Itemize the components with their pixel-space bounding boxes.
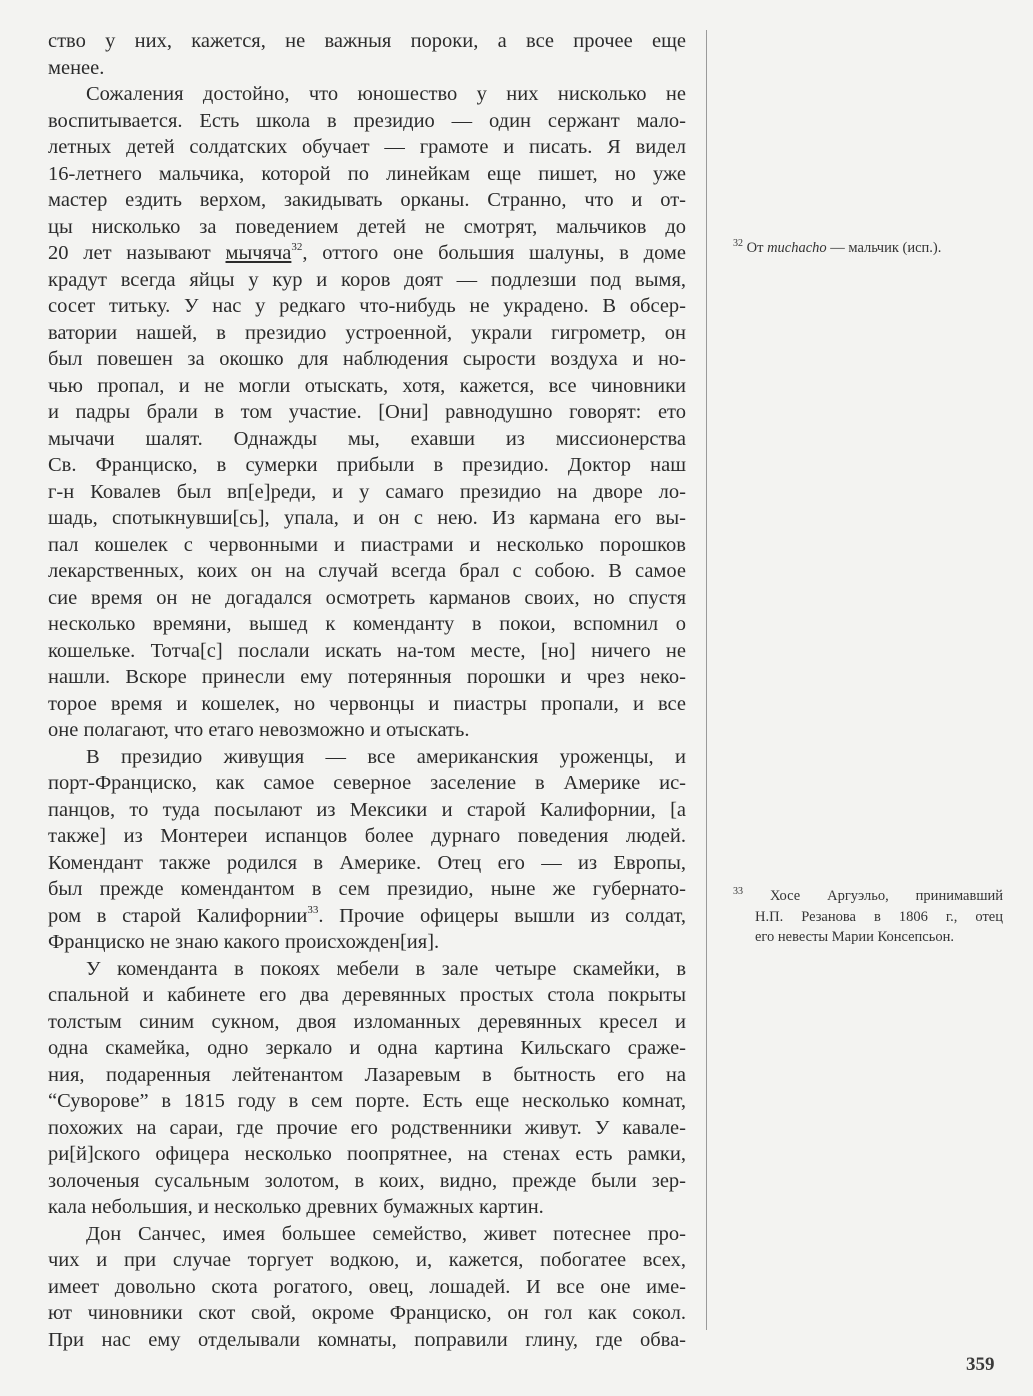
text-segment: был повешен за окошко для наблюдения сырости воздуха и но- — [48, 348, 686, 370]
text-segment: кала небольшия, и несколько древних бумажных картин. — [48, 1196, 544, 1218]
text-line — [48, 1062, 686, 1089]
text-segment: также] из Монтереи испанцов более дурнаго поведения людей. — [48, 825, 686, 847]
text-segment: Св. Франциско, в сумерки прибыли в президио. Доктор наш — [48, 454, 686, 476]
main-text-column — [48, 28, 686, 1353]
text-segment: мычачи шалят. Однажды мы, ехавши из миссионерства — [48, 427, 686, 450]
text-segment: При нас ему отделывали комнаты, поправили глину, где обва- — [48, 1328, 686, 1351]
text-line — [48, 611, 686, 638]
text-segment: В президио живущия — все американския уроженцы, и — [86, 745, 686, 768]
footnote-text: От — [746, 240, 768, 256]
text-segment: похожих на сараи, где прочие его родственники живут. У кавале- — [48, 1116, 686, 1139]
text-line — [48, 293, 686, 320]
footnote-line — [733, 238, 1003, 259]
text-line — [48, 744, 686, 771]
text-line — [48, 903, 686, 930]
text-segment: порт-Франциско, как самое северное заселение в Америке ис- — [48, 772, 686, 794]
text-line — [48, 1141, 686, 1168]
text-segment: сосет титьку. У нас у редкаго что-нибудь не украдено. В обсер- — [48, 295, 686, 317]
text-line — [48, 664, 686, 691]
text-segment: “Суворове” в 1815 году в сем порте. Есть еще несколько комнат, — [48, 1090, 686, 1112]
text-segment: ния, подаренныя лейтенантом Лазаревым в бытность его на — [48, 1063, 686, 1086]
text-segment: цы нисколько за поведением детей не смотрят, мальчиков до — [48, 215, 686, 238]
text-line — [48, 532, 686, 559]
text-line — [48, 770, 686, 797]
text-segment: мастер ездить верхом, закидывать орканы. Странно, что и от- — [48, 189, 686, 211]
text-line — [48, 28, 686, 55]
text-segment: был прежде комендантом в сем президио, ныне же губернато- — [48, 878, 686, 900]
text-line — [48, 108, 686, 135]
footnote-ref: 33 — [307, 903, 319, 916]
text-line — [48, 187, 686, 214]
footnote-33 — [733, 886, 1003, 948]
text-segment: 16-летнего мальчика, которой по линейкам еще пишет, но уже — [48, 162, 686, 185]
footnote-text: его невесты Марии Консепсьон. — [755, 929, 954, 945]
text-segment: спальной и кабинете его два деревянных простых стола покрыты — [48, 984, 686, 1006]
text-line — [48, 1194, 686, 1221]
text-segment: чью пропал, и не могли отыскать, хотя, кажется, все чиновники — [48, 374, 686, 397]
text-segment: ром в старой Калифорнии — [48, 904, 308, 927]
text-line — [48, 1274, 686, 1301]
text-segment: пал кошелек с червонными и пиастрами и несколько порошков — [48, 533, 686, 556]
footnote-text: muchacho — [767, 240, 827, 256]
text-line — [48, 161, 686, 188]
text-line — [48, 585, 686, 612]
text-line — [48, 320, 686, 347]
text-line — [48, 267, 686, 294]
text-segment: одна скамейка, одно зеркало и одна картина Кильскаго сраже- — [48, 1037, 686, 1059]
column-divider — [706, 30, 707, 1330]
text-segment: . Прочие офицеры вышли из солдат, — [318, 904, 687, 927]
text-segment: крадут всегда яйцы у кур и коров доят — подлезши под вымя, — [48, 268, 686, 291]
text-segment: ватории нашей, в президио устроенной, украли гигрометр, он — [48, 321, 686, 344]
text-segment: шадь, спотыкнувши[сь], упала, и он с нею. Из кармана его вы- — [48, 507, 686, 529]
text-segment: 20 лет называют — [48, 242, 226, 264]
text-line — [48, 1221, 686, 1248]
footnote-line — [733, 886, 1003, 907]
text-line — [48, 1115, 686, 1142]
text-segment: лекарственных, коих он на случай всегда брал с собою. В самое — [48, 560, 686, 582]
text-segment: имеет довольно скота рогатого, овец, лошадей. И все оне име- — [48, 1275, 686, 1298]
text-line — [48, 134, 686, 161]
text-line — [48, 452, 686, 479]
text-line — [48, 81, 686, 108]
text-segment: несколько времяни, вышед к коменданту в покои, вспомнил о — [48, 613, 686, 635]
text-line — [48, 214, 686, 241]
footnote-32 — [733, 238, 1003, 259]
text-line — [48, 638, 686, 665]
text-segment: сие время он не догадался осмотреть карманов своих, но спустя — [48, 586, 686, 609]
text-segment: оне полагают, что етаго невозможно и отыскать. — [48, 719, 470, 741]
footnote-line — [733, 907, 1003, 928]
text-line — [48, 346, 686, 373]
text-segment: , оттого оне большия шалуны, в доме — [302, 242, 686, 264]
text-line — [48, 850, 686, 877]
text-segment: панцов, то туда посылают из Мексики и старой Калифорнии, [а — [48, 798, 686, 821]
text-segment: менее. — [48, 56, 105, 79]
text-segment: и падры брали в том участие. [Они] равнодушно говорят: ето — [48, 401, 686, 423]
text-segment: ют чиновники скот свой, окроме Франциско, он гол как сокол. — [48, 1302, 686, 1324]
footnote-ref: 32 — [291, 241, 303, 253]
text-line — [48, 1327, 686, 1354]
text-line — [48, 929, 686, 956]
text-line — [48, 240, 686, 267]
text-line — [48, 505, 686, 532]
text-segment: чих и при случае торгует водкою, и, кажется, побогатее всех, — [48, 1249, 686, 1271]
footnote-number: 33 — [733, 886, 743, 897]
text-line — [48, 1168, 686, 1195]
text-segment: Франциско не знаю какого происхожден[ия]. — [48, 931, 440, 953]
text-line — [48, 717, 686, 744]
text-line — [48, 956, 686, 983]
text-segment: ри[й]ского офицера несколько поопрятнее, на стенах есть рамки, — [48, 1143, 686, 1165]
page-number: 359 — [966, 1354, 995, 1375]
text-segment: золоченыя сусальным золотом, в коих, видно, прежде были зер- — [48, 1169, 686, 1192]
text-segment: кошельке. Тотча[с] послали искать на-том месте, [но] ничего не — [48, 639, 686, 662]
footnote-text: Н.П. Резанова в 1806 г., отец — [755, 908, 1003, 925]
text-line — [48, 797, 686, 824]
footnote-text: — мальчик (исп.). — [826, 240, 942, 256]
text-line — [48, 479, 686, 506]
text-segment: толстым синим сукном, двоя изломанных деревянных кресел и — [48, 1010, 686, 1033]
footnote-line — [733, 927, 1003, 948]
text-line — [48, 823, 686, 850]
underlined-word: мычяча — [225, 242, 292, 264]
text-segment: Комендант также родился в Америке. Отец его — из Европы, — [48, 851, 686, 874]
text-line — [48, 1247, 686, 1274]
text-line — [48, 1035, 686, 1062]
footnote-text: Хосе Аргуэльо, принимавший — [769, 888, 1004, 904]
text-segment: г-н Ковалев был вп[е]реди, и у самаго президио на дворе ло- — [48, 480, 686, 503]
text-segment: воспитывается. Есть школа в президио — один сержант мало- — [48, 109, 686, 132]
text-segment: торое время и кошелек, но червонцы и пиастры пропали, и все — [48, 692, 686, 715]
text-line — [48, 426, 686, 453]
footnote-number: 32 — [733, 238, 743, 249]
text-segment: ство у них, кажется, не важныя пороки, а все прочее еще — [48, 30, 686, 52]
text-line — [48, 691, 686, 718]
text-line — [48, 55, 686, 82]
text-segment: Сожаления достойно, что юношество у них нисколько не — [86, 83, 686, 105]
text-line — [48, 558, 686, 585]
text-segment: Дон Санчес, имея большее семейство, живет потеснее про- — [86, 1222, 686, 1245]
text-line — [48, 373, 686, 400]
text-line — [48, 982, 686, 1009]
text-segment: летных детей солдатских обучает — грамоте и писать. Я видел — [48, 136, 686, 158]
text-line — [48, 876, 686, 903]
text-segment: У коменданта в покоях мебели в зале четыре скамейки, в — [86, 957, 686, 980]
text-line — [48, 1300, 686, 1327]
text-line — [48, 1088, 686, 1115]
text-line — [48, 399, 686, 426]
text-segment: нашли. Вскоре принесли ему потерянныя порошки и чрез неко- — [48, 666, 686, 688]
text-line — [48, 1009, 686, 1036]
